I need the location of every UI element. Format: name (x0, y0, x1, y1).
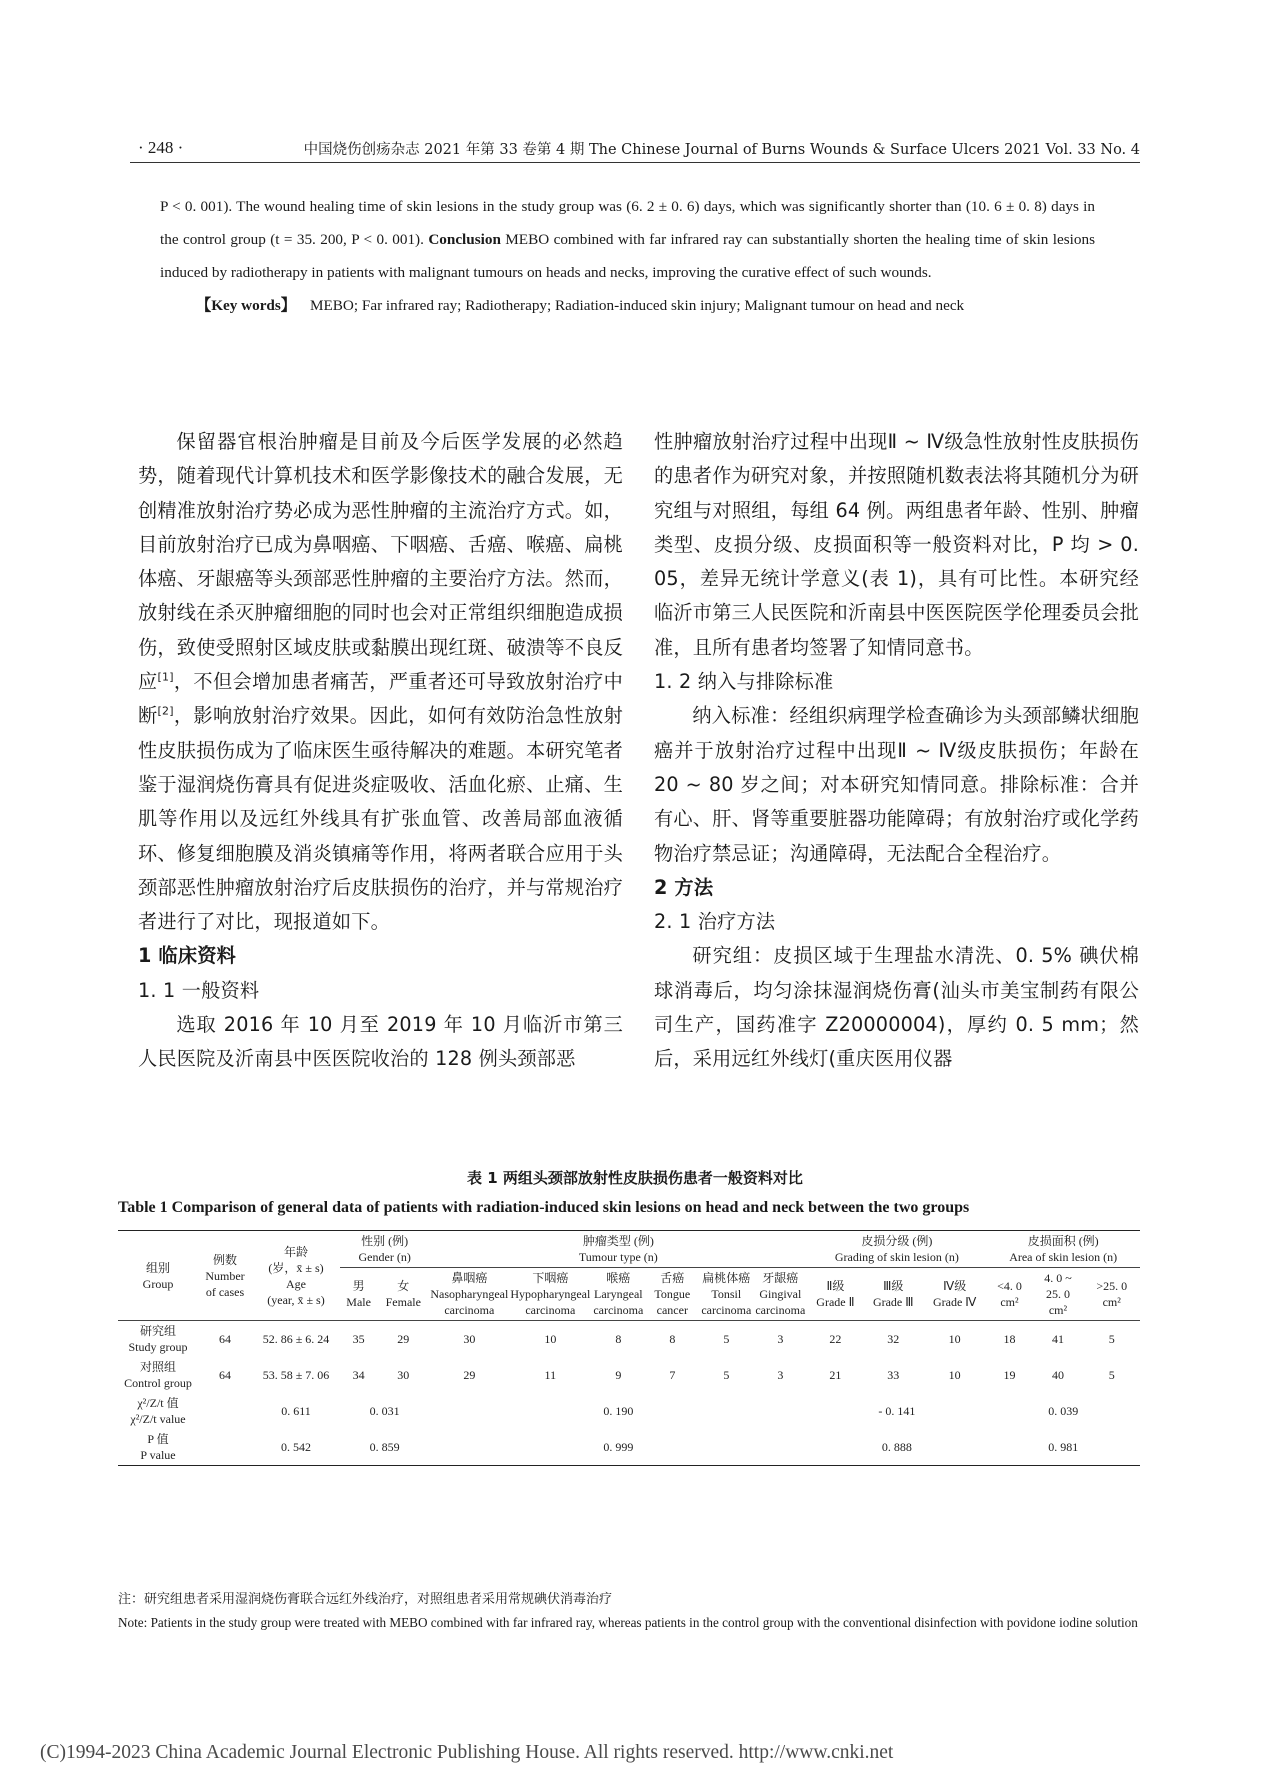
sub-area-1: <4. 0 cm² (997, 1279, 1022, 1309)
cell: 19 (1003, 1368, 1016, 1382)
cell: 64 (198, 1321, 252, 1358)
sub-tumour-4: 舌癌 Tongue cancer (654, 1271, 691, 1317)
keywords (160, 289, 1095, 322)
sub-grade-2: Ⅱ级 Grade Ⅱ (816, 1279, 855, 1309)
cell: - 0. 141 (878, 1404, 916, 1418)
cell: 30 (429, 1321, 509, 1358)
cell: 0. 611 (281, 1404, 311, 1418)
cell: 5 (1083, 1321, 1140, 1358)
row-label: P 值 P value (118, 1429, 198, 1466)
header-age: 年龄 (岁，x̄ ± s) Age (year, x̄ ± s) (252, 1231, 340, 1321)
sub-area-2: 4. 0 ~ 25. 0 cm² (1044, 1271, 1072, 1317)
cell: 5 (1108, 1368, 1115, 1382)
left-column (138, 425, 623, 1077)
cell: 10 (509, 1321, 591, 1358)
abstract-text-a: P < 0. 001). The wound healing time of skin lesions in the study group was (6. 2 ± 0. 6) days, which was significantly shorter than (10. 6 ± 0. 8) days in the control group (t = 35. 200, P < 0. 001). (160, 198, 1095, 248)
sub-male: 男 Male (346, 1279, 371, 1309)
row-label: χ²/Z/t 值 χ²/Z/t value (130, 1396, 186, 1426)
cell: 35 (340, 1321, 377, 1358)
general-data-continuation: 性肿瘤放射治疗过程中出现Ⅱ ~ Ⅳ级急性放射性皮肤损伤的患者作为研究对象，并按照随机数表法将其随机分为研究组与对照组，每组 64 例。两组患者年龄、性别、肿瘤类型、皮损分级、皮损面积等一般资料对比，P 均 > 0. 05，差异无统计学意义(表 1)，具有可比性。本研究经临沂市第三人民医院和沂南县中医医院医学伦理委员会批准，且所有患者均签署了知情同意书。 (654, 430, 1139, 659)
cell: 0. 981 (986, 1429, 1140, 1466)
cell: 10 (948, 1368, 961, 1382)
table-note-cn: 注：研究组患者采用湿润烧伤膏联合远红外线治疗，对照组患者采用常规碘伏消毒治疗 (118, 1592, 613, 1607)
treatment-paragraph: 研究组：皮损区域于生理盐水清洗、0. 5% 碘伏棉球消毒后，均匀涂抹湿润烧伤膏(汕头市美宝制药有限公司生产，国药准字 Z20000004)，厚约 0. 5 mm；然后，采用远红外线灯(重庆医用仪器 (654, 944, 1139, 1071)
sub-area-3: >25. 0 cm² (1096, 1279, 1128, 1309)
sub-female: 女 Female (385, 1279, 421, 1309)
cell: 0. 542 (252, 1429, 340, 1466)
table-row (118, 1357, 1140, 1393)
table-row-p (118, 1429, 1140, 1466)
cell: 11 (544, 1368, 557, 1382)
intro-text-b: ，不但会增加患者痛苦，严重者还可导致放射治疗中断 (138, 670, 623, 728)
cell: 32 (864, 1321, 923, 1358)
table-caption-cn: 表 1 两组头颈部放射性皮肤损伤患者一般资料对比 (467, 1169, 803, 1187)
right-column (654, 425, 1139, 1077)
cell: 29 (377, 1321, 429, 1358)
cell: 0. 859 (340, 1429, 429, 1466)
reference-2: [2] (157, 704, 174, 718)
cell: 8 (645, 1321, 699, 1358)
cell: 30 (397, 1368, 410, 1382)
sub-grade-3: Ⅲ级 Grade Ⅲ (872, 1279, 914, 1309)
criteria-paragraph: 纳入标准：经组织病理学检查确诊为头颈部鳞状细胞癌并于放射治疗过程中出现Ⅱ ~ Ⅳ级皮肤损伤；年龄在 20 ~ 80 岁之间；对本研究知情同意。排除标准：合并有心、肝、肾等重要脏器功能障碍；有放射治疗或化学药物治疗禁忌证；沟通障碍，无法配合全程治疗。 (654, 704, 1139, 865)
cell: 7 (669, 1368, 676, 1382)
header-cases: 例数 Number of cases (198, 1231, 252, 1321)
journal-title: 中国烧伤创疡杂志 2021 年第 33 卷第 4 期 The Chinese Journal of Burns Wounds & Surface Ulcers 2021 Vol. 33 No. 4 (303, 142, 1140, 158)
cell: 21 (829, 1368, 842, 1382)
sub-tumour-3: 喉癌 Laryngeal carcinoma (593, 1271, 644, 1317)
general-data-table (118, 1230, 1140, 1466)
copyright-footer: (C)1994-2023 China Academic Journal Electronic Publishing House. All rights reserved. http://www.cnki.net (40, 1742, 894, 1763)
keywords-label: 【Key words】 (196, 297, 296, 314)
header-grading: 皮损分级 (例) Grading of skin lesion (n) (807, 1231, 986, 1268)
cell: 0. 999 (429, 1429, 807, 1466)
cell: 5 (723, 1368, 730, 1382)
section-heading-1: 1 临床资料 (138, 944, 236, 968)
cell: 9 (615, 1368, 622, 1382)
cell: 52. 86 ± 6. 24 (252, 1321, 340, 1358)
cell: 10 (923, 1321, 986, 1358)
sub-tumour-6: 牙龈癌 Gingival carcinoma (755, 1271, 806, 1317)
cell: 0. 031 (369, 1404, 400, 1418)
running-header (130, 138, 1140, 163)
sub-grade-4: Ⅳ级 Grade Ⅳ (932, 1279, 977, 1309)
cell: 8 (591, 1321, 645, 1358)
abstract-text-b: MEBO combined with far infrared ray can substantially shorten the healing time of skin lesions induced by radiotherapy in patients with malignant tumours on heads and necks, improving the curative effect of such wounds. (160, 231, 1095, 281)
keywords-text: MEBO; Far infrared ray; Radiotherapy; Radiation-induced skin injury; Malignant tumour on head and neck (309, 297, 965, 314)
page-number: · 248 · (138, 138, 184, 157)
cell: 33 (887, 1368, 900, 1382)
table-row-stat (118, 1393, 1140, 1429)
sub-tumour-1: 鼻咽癌 Nasopharyngeal carcinoma (430, 1271, 509, 1317)
row-label: 研究组 Study group (118, 1321, 198, 1358)
intro-paragraph (138, 425, 623, 939)
subsection-heading-1-2: 1. 2 纳入与排除标准 (654, 670, 834, 694)
header-gender: 性别 (例) Gender (n) (340, 1231, 429, 1268)
sub-tumour-5: 扁桃体癌 Tonsil carcinoma (701, 1271, 752, 1317)
table-row (118, 1321, 1140, 1358)
subsection-heading-2-1: 2. 1 治疗方法 (654, 910, 776, 934)
cell: 64 (219, 1368, 231, 1382)
general-data-paragraph: 选取 2016 年 10 月至 2019 年 10 月临沂市第三人民医院及沂南县中医医院收治的 128 例头颈部恶 (138, 1013, 623, 1071)
header-area: 皮损面积 (例) Area of skin lesion (n) (986, 1231, 1140, 1268)
cell (198, 1393, 252, 1429)
conclusion-label: Conclusion (428, 231, 501, 248)
header-tumour: 肿瘤类型 (例) Tumour type (n) (429, 1231, 807, 1268)
table-caption-en: Table 1 Comparison of general data of patients with radiation-induced skin lesions on head and neck between the two groups (118, 1199, 970, 1216)
cell: 3 (753, 1321, 807, 1358)
cell: 0. 039 (1048, 1404, 1079, 1418)
cell (198, 1429, 252, 1466)
reference-1: [1] (157, 670, 174, 684)
section-heading-2: 2 方法 (654, 875, 714, 899)
subsection-heading-1-1: 1. 1 一般资料 (138, 978, 260, 1002)
cell: 53. 58 ± 7. 06 (262, 1368, 330, 1382)
cell: 18 (986, 1321, 1032, 1358)
cell: 41 (1033, 1321, 1084, 1358)
sub-tumour-2: 下咽癌 Hypopharyngeal carcinoma (510, 1271, 591, 1317)
cell: 40 (1051, 1368, 1064, 1382)
intro-text-c: ，影响放射治疗效果。因此，如何有效防治急性放射性皮肤损伤成为了临床医生亟待解决的难题。本研究笔者鉴于湿润烧伤膏具有促进炎症吸收、活血化瘀、止痛、生肌等作用以及远红外线具有扩张血管、改善局部血液循环、修复细胞膜及消炎镇痛等作用，将两者联合应用于头颈部恶性肿瘤放射治疗后皮肤损伤的治疗，并与常规治疗者进行了对比，现报道如下。 (138, 704, 623, 934)
intro-text-a: 保留器官根治肿瘤是目前及今后医学发展的必然趋势，随着现代计算机技术和医学影像技术的融合发展，无创精准放射治疗势必成为恶性肿瘤的主流治疗方式。如，目前放射治疗已成为鼻咽癌、下咽癌、舌癌、喉癌、扁桃体癌、牙龈癌等头颈部恶性肿瘤的主要治疗方法。然而，放射线在杀灭肿瘤细胞的同时也会对正常组织细胞造成损伤，致使受照射区域皮肤或黏膜出现红斑、破溃等不良反应 (138, 430, 623, 694)
abstract-continuation (160, 190, 1095, 322)
cell: 22 (807, 1321, 863, 1358)
row-label: 对照组 Control group (124, 1360, 192, 1390)
cell: 29 (463, 1368, 476, 1382)
table-note-en: Note: Patients in the study group were treated with MEBO combined with far infrared ray, whereas patients in the control group with the conventional disinfection with povidone iodine solution (118, 1615, 1138, 1630)
cell: 34 (352, 1368, 365, 1382)
cell: 0. 888 (807, 1429, 986, 1466)
abstract-results-conclusion (160, 190, 1095, 289)
cell: 3 (777, 1368, 784, 1382)
cell: 5 (699, 1321, 753, 1358)
header-group: 组别 Group (118, 1231, 198, 1321)
cell: 0. 190 (603, 1404, 634, 1418)
